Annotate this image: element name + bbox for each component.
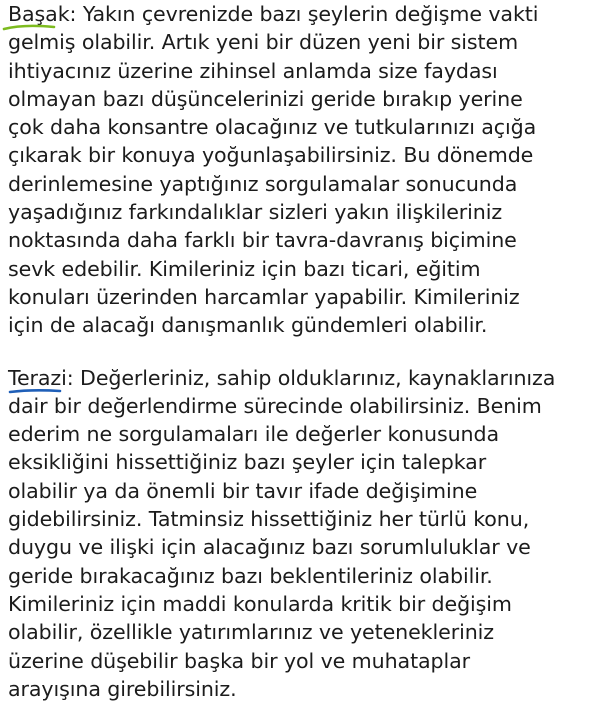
sign-label-basak — [8, 0, 70, 28]
text-line: Kimileriniz için maddi konularda kritik bir değişim — [8, 591, 512, 616]
text-line: duygu ve ilişki için alacağınız bazı sorumluluklar ve — [8, 535, 531, 560]
sign-name: Başak — [8, 2, 70, 26]
paragraph-terazi — [8, 364, 588, 704]
text-line: üzerine düşebilir başka bir yol ve muhataplar — [8, 648, 471, 673]
text-line: arayışına girebilirsiniz. — [8, 676, 237, 701]
text-line: gidebilirsiniz. Tatminsiz hissettiğiniz her türlü konu, — [8, 507, 530, 532]
text-line: Başak : Yakın çevrenizde bazı şeylerin değişme vakti — [8, 0, 588, 28]
text-line: eksikliğini hissettiğiniz bazı şeyler için talepkar — [8, 450, 487, 475]
text-line: için de alacağı danışmanlık gündemleri olabilir. — [8, 313, 488, 338]
paragraph-basak — [8, 0, 588, 340]
text-line: yaşadığınız farkındalıklar sizleri yakın ilişkileriniz — [8, 200, 503, 225]
sign-name: Terazi: — [8, 365, 74, 390]
text-line: olabilir, özellikle yatırımlarınız ve yetenekleriniz — [8, 620, 494, 645]
text-line: geride bırakacağınız bazı beklentileriniz olabilir. — [8, 563, 493, 588]
text-line: derinlemesine yaptığınız sorgulamalar sonucunda — [8, 171, 518, 196]
horoscope-document — [8, 0, 588, 703]
text-line: noktasında daha farklı bir tavra-davranış biçimine — [8, 228, 517, 253]
sign-label-terazi — [8, 364, 74, 392]
text-line: Terazi: Değerleriniz, sahip olduklarınız, kaynaklarınıza — [8, 364, 588, 392]
text-line: çıkarak bir konuya yoğunlaşabilirsiniz. Bu dönemde — [8, 143, 534, 168]
text-line: olmayan bazı düşüncelerinizi geride bırakıp yerine — [8, 86, 523, 111]
text-line: olabilir ya da önemli bir tavır ifade değişimine — [8, 478, 478, 503]
text-line: ederim ne sorgulamaları ile değerler konusunda — [8, 422, 499, 447]
text-line: gelmiş olabilir. Artık yeni bir düzen yeni bir sistem — [8, 30, 519, 55]
text-line: çok daha konsantre olacağınız ve tutkularınızı açığa — [8, 115, 537, 140]
text-line: konuları üzerinden harcamlar yapabilir. Kimileriniz — [8, 284, 520, 309]
text-line: dair bir değerlendirme sürecinde olabilirsiniz. Benim — [8, 393, 542, 418]
text-line: sevk edebilir. Kimileriniz için bazı ticari, eğitim — [8, 256, 481, 281]
text-line: ihtiyacınız üzerine zihinsel anlamda size faydası — [8, 58, 498, 83]
